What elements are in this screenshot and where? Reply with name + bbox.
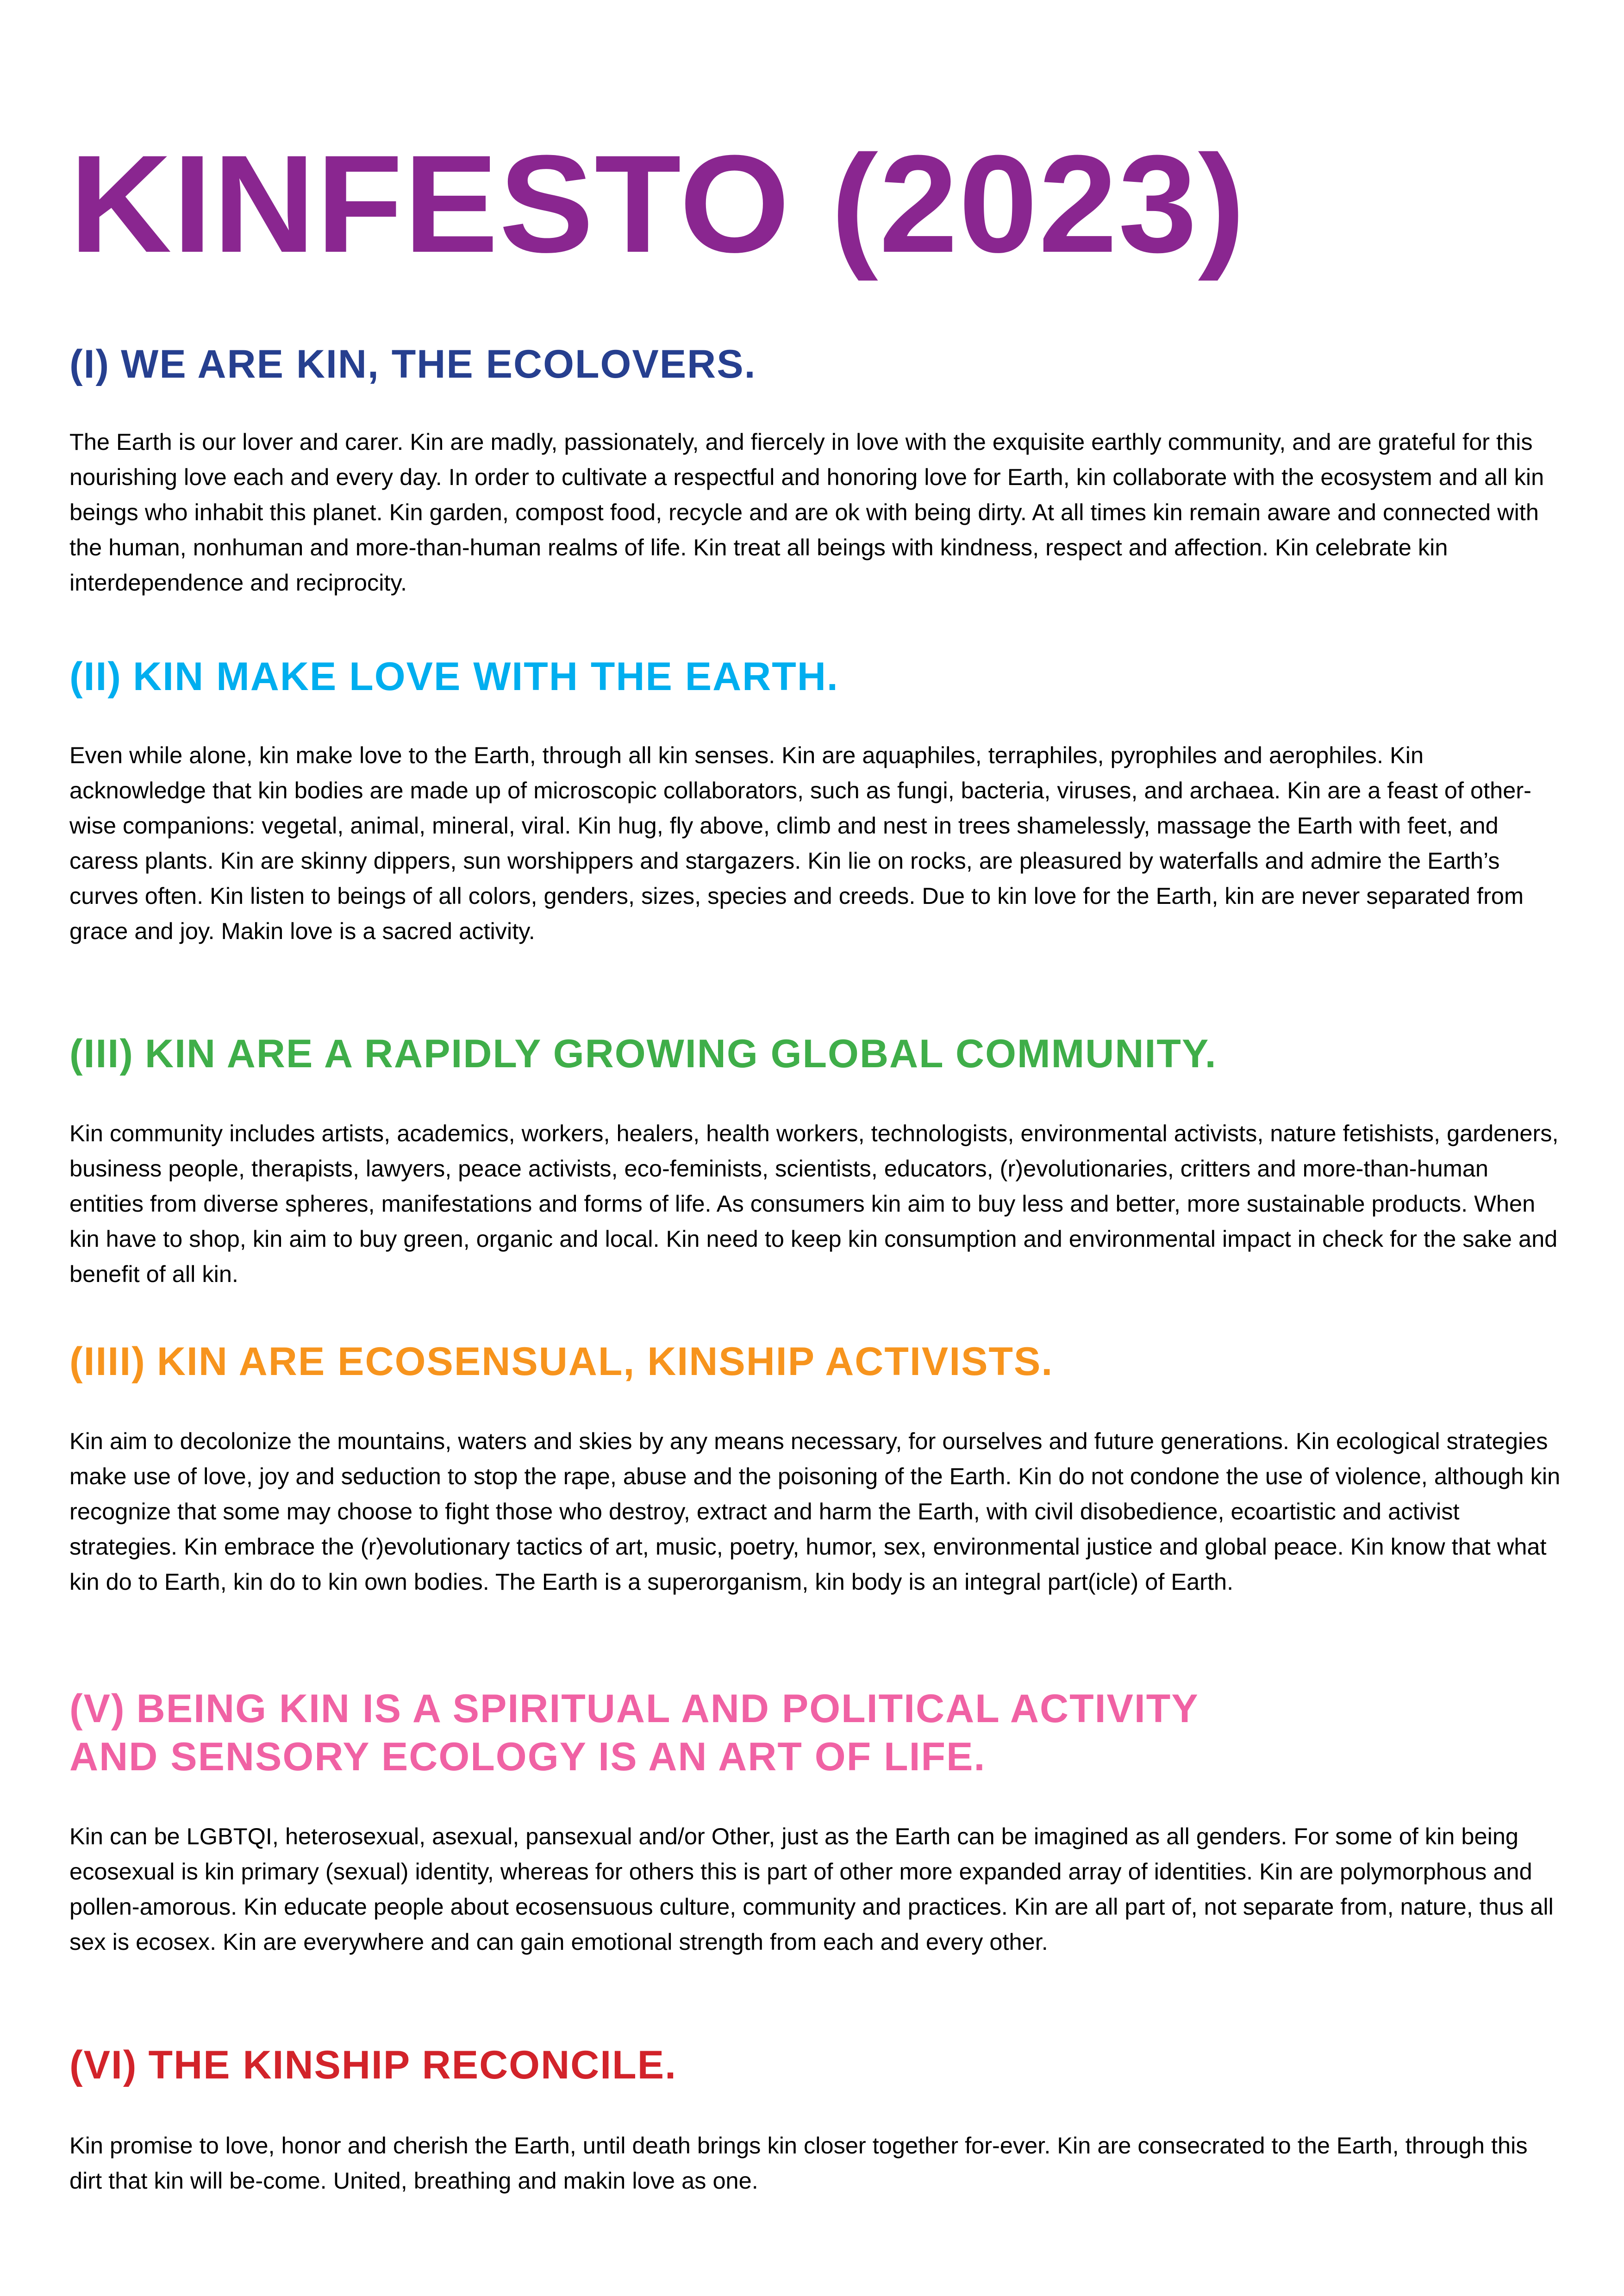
section-heading-text: KIN ARE A RAPIDLY GROWING GLOBAL COMMUNITY.	[144, 1032, 1217, 1076]
section-body: The Earth is our lover and carer. Kin are madly, passionately, and fiercely in love with the exquisite earthly community, and are grateful for this nourishing love each and every day. In order to cultivate a respectful and honoring love for Earth, kin collaborate with the ecosystem and all kin beings who inhabit this planet. Kin garden, compost food, recycle and are ok with being dirty. At all times kin remain aware and connected with the human, nonhuman and more-than-human realms of life. Kin treat all beings with kindness, respect and affection. Kin celebrate kin interdependence and reciprocity.	[69, 429, 1544, 596]
section-body: Kin promise to love, honor and cherish the Earth, until death brings kin closer together for-ever. Kin are consecrated to the Earth, through this dirt that kin will be-come. United, breathing and makin love as one.	[69, 2132, 1528, 2194]
section-heading-text-line2: AND SENSORY ECOLOGY IS AN ART OF LIFE.	[69, 1735, 986, 1779]
section-3	[69, 1030, 1565, 1292]
section-5	[69, 1685, 1565, 1960]
section-2	[69, 653, 1565, 949]
section-body: Kin aim to decolonize the mountains, waters and skies by any means necessary, for ourselves and future generations. Kin ecological strategies make use of love, joy and seduction to stop the rape, abuse and the poisoning of the Earth. Kin do not condone the use of violence, although kin recognize that some may choose to fight those who destroy, extract and harm the Earth, with civil disobedience, ecoartistic and activist strategies. Kin embrace the (r)evolutionary tactics of art, music, poetry, humor, sex, environmental justice and global peace. Kin know that what kin do to Earth, kin do to kin own bodies. The Earth is a superorganism, kin body is an integral part(icle) of Earth.	[69, 1428, 1561, 1595]
section-numeral: (I)	[69, 342, 110, 386]
section-heading-text: BEING KIN IS A SPIRITUAL AND POLITICAL ACTIVITY	[136, 1686, 1199, 1731]
section-numeral: (II)	[69, 654, 122, 699]
section-body: Kin can be LGBTQI, heterosexual, asexual, pansexual and/or Other, just as the Earth can be imagined as all genders. For some of kin being ecosexual is kin primary (sexual) identity, whereas for others this is part of other more expanded array of identities. Kin are polymorphous and pollen-amorous. Kin educate people about ecosensuous culture, community and practices. Kin are all part of, not separate from, nature, thus all sex is ecosex. Kin are everywhere and can gain emotional strength from each and every other.	[69, 1823, 1554, 1955]
section-heading-text: THE KINSHIP RECONCILE.	[148, 2043, 677, 2087]
section-numeral: (VI)	[69, 2043, 137, 2087]
section-heading	[69, 2041, 1565, 2089]
page-title: KINFESTO (2023)	[69, 126, 1246, 281]
section-numeral: (III)	[69, 1032, 134, 1076]
section-heading-text: KIN MAKE LOVE WITH THE EARTH.	[133, 654, 839, 699]
section-numeral: (V)	[69, 1686, 125, 1731]
section-heading	[69, 653, 1565, 701]
section-heading	[69, 1338, 1565, 1386]
section-body: Even while alone, kin make love to the Earth, through all kin senses. Kin are aquaphiles, terraphiles, pyrophiles and aerophiles. Kin acknowledge that kin bodies are made up of microscopic collaborators, such as fungi, bacteria, viruses, and archaea. Kin are a feast of other-wise companions: vegetal, animal, mineral, viral. Kin hug, fly above, climb and nest in trees shamelessly, massage the Earth with feet, and caress plants. Kin are skinny dippers, sun worshippers and stargazers. Kin lie on rocks, are pleasured by waterfalls and admire the Earth’s curves often. Kin listen to beings of all colors, genders, sizes, species and creeds. Due to kin love for the Earth, kin are never separated from grace and joy. Makin love is a sacred activity.	[69, 742, 1531, 944]
section-6	[69, 2041, 1565, 2198]
section-heading-text: WE ARE KIN, THE ECOLOVERS.	[121, 342, 756, 386]
section-1	[69, 340, 1565, 600]
section-body: Kin community includes artists, academics, workers, healers, health workers, technologists, environmental activists, nature fetishists, gardeners, business people, therapists, lawyers, peace activists, eco-feminists, scientists, educators, (r)evolutionaries, critters and more-than-human entities from diverse spheres, manifestations and forms of life. As consumers kin aim to buy less and better, more sustainable products. When kin have to shop, kin aim to buy green, organic and local. Kin need to keep kin consumption and environmental impact in check for the sake and benefit of all kin.	[69, 1120, 1559, 1287]
section-4	[69, 1338, 1565, 1599]
section-heading	[69, 1030, 1565, 1078]
section-numeral: (IIII)	[69, 1339, 146, 1384]
section-heading	[69, 1685, 1565, 1781]
section-heading-text: KIN ARE ECOSENSUAL, KINSHIP ACTIVISTS.	[156, 1339, 1054, 1384]
section-heading	[69, 340, 1565, 388]
